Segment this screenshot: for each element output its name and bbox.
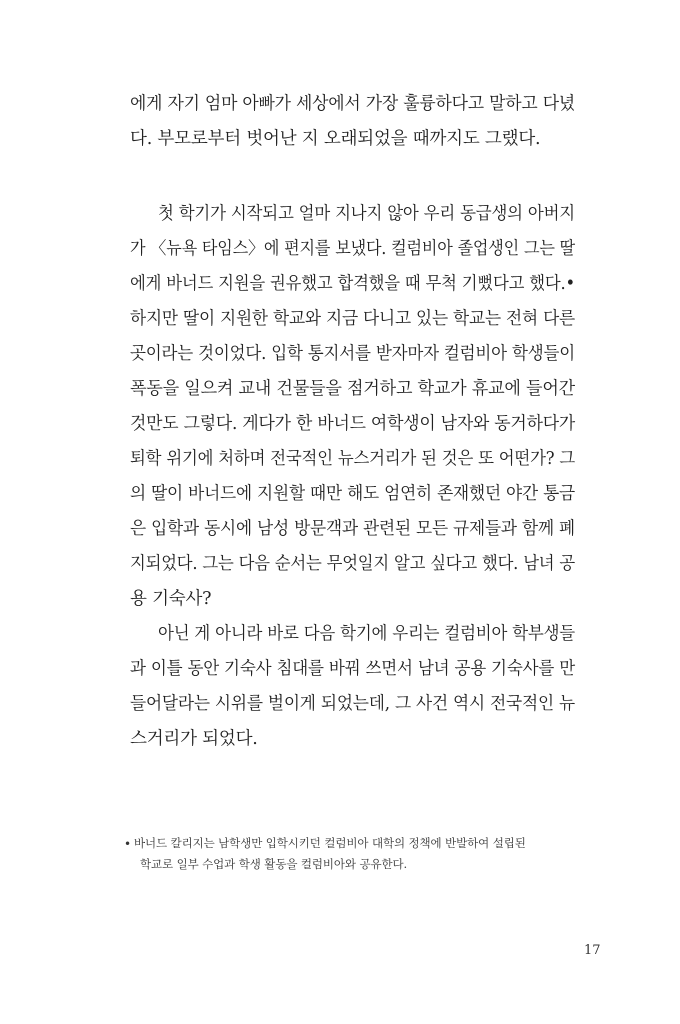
body-text-line: 들어달라는 시위를 벌이게 되었는데, 그 사건 역시 전국적인 뉴 bbox=[130, 694, 575, 714]
body-text-line: 에게 바너드 지원을 권유했고 합격했을 때 무척 기뻤다고 했다.• bbox=[130, 274, 575, 294]
body-text-line: 에게 자기 엄마 아빠가 세상에서 가장 훌륭하다고 말하고 다녔 bbox=[130, 94, 575, 114]
footnote-bullet: • bbox=[124, 837, 132, 851]
body-text-line: 의 딸이 바너드에 지원할 때만 해도 엄연히 존재했던 야간 통금 bbox=[130, 484, 575, 504]
body-text-line: 것만도 그렇다. 게다가 한 바너드 여학생이 남자와 동거하다가 bbox=[130, 414, 575, 434]
footnote-text-line: 바너드 칼리지는 남학생만 입학시키던 컬럼비아 대학의 정책에 반발하여 설립된 bbox=[134, 836, 526, 850]
body-text-line: 스거리가 되었다. bbox=[130, 729, 258, 749]
body-text-line: 가 〈뉴욕 타임스〉에 편지를 보냈다. 컬럼비아 졸업생인 그는 딸 bbox=[130, 239, 575, 259]
body-text-line: 퇴학 위기에 처하며 전국적인 뉴스거리가 된 것은 또 어떤가? 그 bbox=[130, 449, 575, 469]
page-number: 17 bbox=[584, 943, 601, 958]
body-text-line: 폭동을 일으켜 교내 건물들을 점거하고 학교가 휴교에 들어간 bbox=[130, 379, 575, 399]
footnote-text-line: 학교로 일부 수업과 학생 활동을 컬럼비아와 공유한다. bbox=[140, 857, 408, 871]
body-text-line: 하지만 딸이 지원한 학교와 지금 다니고 있는 학교는 전혀 다른 bbox=[130, 309, 575, 329]
body-text-line: 용 기숙사? bbox=[130, 589, 212, 609]
body-text-line: 은 입학과 동시에 남성 방문객과 관련된 모든 규제들과 함께 폐 bbox=[130, 519, 575, 539]
body-text-line: 과 이틀 동안 기숙사 침대를 바꿔 쓰면서 남녀 공용 기숙사를 만 bbox=[130, 659, 575, 679]
body-text-line: 곳이라는 것이었다. 입학 통지서를 받자마자 컬럼비아 학생들이 bbox=[130, 344, 575, 364]
body-text-line: 다. 부모로부터 벗어난 지 오래되었을 때까지도 그랬다. bbox=[130, 129, 541, 149]
body-text-line: 첫 학기가 시작되고 얼마 지나지 않아 우리 동급생의 아버지 bbox=[158, 204, 575, 224]
body-text-line: 지되었다. 그는 다음 순서는 무엇일지 알고 싶다고 했다. 남녀 공 bbox=[130, 554, 575, 574]
body-text-line: 아닌 게 아니라 바로 다음 학기에 우리는 컬럼비아 학부생들 bbox=[158, 624, 575, 644]
